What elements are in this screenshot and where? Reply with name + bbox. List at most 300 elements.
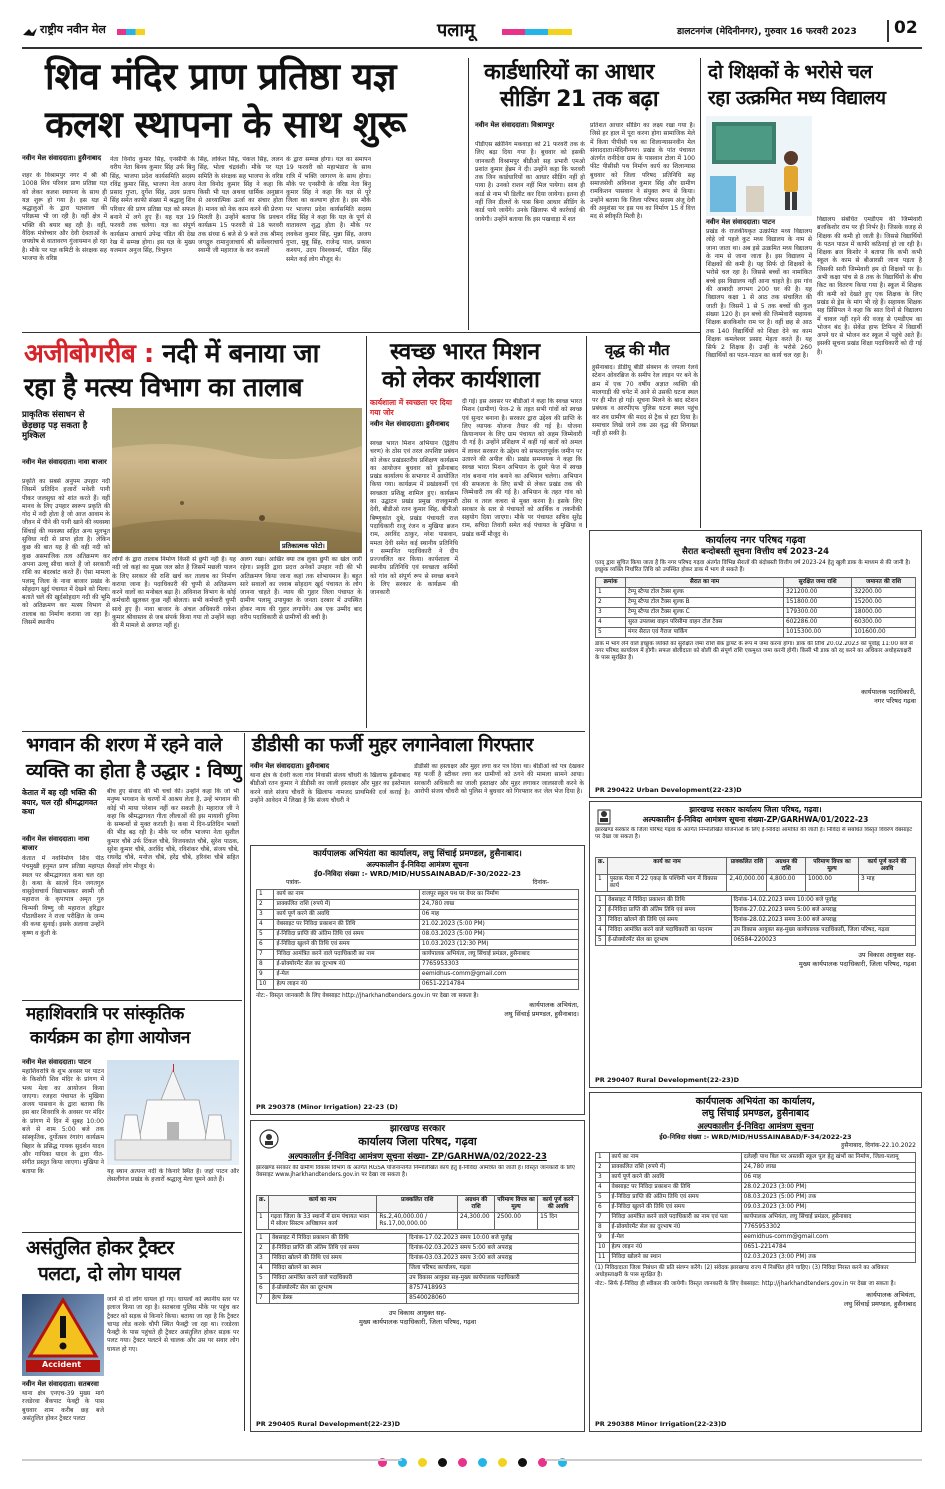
teacher-illustration — [706, 116, 812, 216]
table-cell: वेबसाइट पर निविदा प्रकाशन की तिथि — [609, 1183, 741, 1193]
table-cell: राजपुर स्कूल पथ पर वेयर का निर्माण — [419, 890, 578, 900]
shiv-col-4: के द्वारा सम्पन्न होगा। यज्ञ का समापन 19 फरवरी को महाभंडारा के साथ रात्रि में भक्ति जागरण के साथ होगा। मौके पर एनसीपी के वरिष्ठ नेता बिनु कुमार सिंह ने कहा कि यज्ञ से पूरे जिला का कल्याण होता है। इस मौके पर भाजपा प्रदेश कार्यसमिति सदस्य रविंद्र सिंह ने कहा कि यज्ञ के पूर्ण से वातावरण शुद्ध होता है। मौके पर लवकेश कुमार सिंह, मुन्ना सिंह, अजय गुप्ता, मुन्नू सिंह, राजेन्द्र पाल, प्रकाश कश्यप, उदय विश्वकर्मा, पंडित सिंह समेत कई लोग मौजूद थे। — [286, 156, 371, 263]
table-row — [257, 1244, 579, 1254]
ad-zp-1-th: परिमाण विपत्र का मूल्य — [805, 858, 858, 875]
table-cell: प्राक्कलित राशि (रुपये में) — [609, 1163, 741, 1173]
table-cell: 06584-220023 — [731, 936, 916, 946]
table-cell: 4 — [257, 1264, 270, 1274]
table-cell: ई-प्रोक्योरमेंट सेल का दूरभाष — [605, 936, 731, 946]
table-cell: 8540028060 — [407, 1294, 579, 1304]
ad-garhwa-th: क्रमांक — [596, 578, 626, 588]
table-cell: उप विकास आयुक्त सह-मुख्य कार्यपालक पदाधिकारी — [407, 1274, 579, 1284]
table-row — [257, 1284, 579, 1294]
table-cell: हेल्प डेस्क — [269, 1294, 406, 1304]
dc-headline: डीडीसी का फर्जी मुहर लगानेवाला गिरफ्तार — [252, 734, 533, 756]
table-row — [257, 960, 579, 970]
table-cell: ई-मेल — [609, 1233, 741, 1243]
table-cell: 5 — [257, 1274, 270, 1284]
table-cell: 3 — [596, 608, 626, 618]
table-cell: वेबसाइट में निविदा प्रकाशन की तिथि — [605, 896, 731, 906]
table-row — [257, 980, 579, 990]
table-row — [596, 598, 916, 608]
table-cell: गढ़वा जिला के 33 स्थानों में ग्राम पंचायत भवन में सोलर सिस्टम अधिष्ठापन कार्य — [268, 1213, 377, 1230]
teachers-col-1: प्रखंड के राजकीयकृत उत्क्रमित मध्य विद्यालय लोहे जो पहले कुट मध्य विद्यालय के नाम से जाना जाता था। अब इसे उत्क्रमित मध्य विद्यालय के नाम से जाना जाता है। इस विद्यालय में शिक्षकों की कमी है। यह सिर्फ दो शिक्षकों के भरोसे चल रहा है। जिससे बच्चों का नामांकित बच्चे इस विद्यालय नहीं आना चाहते है। इस गांव की आबादी लगभग 200 घर की है। यह विद्यालय कक्षा 1 से आठ तक संचालित की जाती है। जिसमें 1 से 5 तक बच्चों की कुल संख्या 120 है। इन बच्चे की जिम्मेवारी सहायक शिक्षक ब्रजकिशोर राम पर है। वहीं छह से आठ तक 140 विद्यार्थियों को शिक्षा देने का काम शिक्षक कमलेश्वर प्रसाद मेहता करते हैं। यह सिर्फ 2 शिक्षक हैं। उन्हीं के भरोसे 260 विद्यार्थियों का पठन-पाठन का कार्य चल रहा है। — [706, 228, 812, 360]
divider-h2 — [22, 731, 585, 732]
ad-zp-2-th: क्र. — [257, 1196, 269, 1213]
table-cell: दिनांक-03.03.2023 समय 3:00 बजे अपराह्न — [407, 1254, 579, 1264]
ad-zp-2-table — [256, 1195, 579, 1230]
table-cell: कार्यपालक अभियंता, लघु सिंचाई प्रमंडल, हुसैनाबाद — [419, 950, 578, 960]
divider-v4 — [586, 336, 587, 528]
masthead — [22, 18, 922, 50]
table-cell: 7765953302 — [741, 1223, 915, 1233]
table-cell: 32200.00 — [852, 588, 916, 598]
swachh-col-2: दी गई। इस अवसर पर बीडीओ ने कहा कि स्वच्छ भारत मिशन (ग्रामीण) फेज-2 के तहत सभी गांवों को स्वच्छ एवं सुन्दर बनाना है। सरकार द्वारा उद्देश्य की प्राप्ति के लिए व्यापक योजना तैयार की गई है। योजना क्रियान्वयन के लिए ग्राम पंचायत को अहम जिम्मेवारी दी गई है। उन्होंने प्रशिक्षण में कहीं गई बातों को अमल में लाकर सरकार के उद्देश्य को सफलतापूर्वक जमीन पर उतारने की अपील की। प्रखंड समन्वयक ने कहा कि स्वच्छ भारत मिशन अभियान के दूसरे फेज में स्वच्छ गांव बनाना गांव बनाने का अभियान चलेगा। अभियान की सफलता के लिए सभी से लेकर प्रखंड तक की जिम्मेवारी तय की गई है। अभियान के तहत गांव को ठोस व तरल कचरा से मुक्त करना है। इसके लिए सरकार के स्तर से पंचायतों को आर्थिक व तकनीकी सहयोग दिया जाएगा। मौके पर पंचायत सचिव सुरेंद्र राम, सचिदा तिवारी समेत कई पंचायत के मुखिया व प्रखंड कर्मी मौजूद थे। — [462, 398, 582, 538]
table-cell: 0651-2214784 — [741, 1243, 915, 1253]
table-cell: 1 — [257, 1234, 270, 1244]
table-row — [596, 618, 916, 628]
color-dot — [518, 1458, 527, 1467]
table-cell: 4,800.00 — [767, 875, 805, 892]
table-cell: कार्य का नाम — [609, 1153, 741, 1163]
table-cell: 15 दिन — [538, 1213, 579, 1230]
table-row — [596, 1243, 916, 1253]
table-cell: 4 — [596, 926, 606, 936]
ad-sinchai-1-title: अल्पकालीन ई-निविदा आमंत्रण सूचना — [366, 860, 469, 869]
swachh-byline: नवीन मेल संवाददाता। हुसैनाबाद — [370, 420, 450, 428]
divider-h1 — [22, 332, 700, 333]
ad-zp-1-th: प्राक्कलित राशि — [727, 858, 767, 875]
table-cell: 101600.00 — [852, 628, 916, 638]
ad-sinchai-1-sign1: कार्यपालक अभियंता, — [529, 1001, 579, 1009]
bottom-bar — [545, 1459, 922, 1461]
page-number: 02 — [894, 18, 918, 38]
ad-sinchai-2-pr: PR 290388 Minor Irrigation(22-23)D — [595, 1420, 727, 1428]
ad-zp-2-govt: झारखण्ड सरकार — [389, 1124, 446, 1134]
tractor-headline-2: पलटा, दो लोग घायल — [38, 1263, 181, 1285]
ad-zp-2-sign1: उप विकास आयुक्त सह- — [388, 1309, 447, 1317]
fish-col-2: लोगों के द्वारा तालाब निर्माण किसी से छुपी नहीं है। यह नदी जो कहां का मुख्य जल स्रोत है जिसमें मछली पालन के लिए सरकार की राशि खर्च कर तालाब का निर्माण कराया जाना है। पदाधिकारी की चुप्पी से अतिक्रमण करने वालों का मनोबल बढ़ा है। अविनाश विभाग के कोई कर्मचारी खुलकर कुछ नहीं बोलता। सभी कर्मचारी चुप्पी साधे हुए हैं। नावा बाजार के अंचल अधिकारी राकेश कुमार श्रीवास्तव से जब संपर्क किया गया तो उन्होंने कहा की मैं मामले से अवगत नहीं हूं। — [112, 556, 236, 630]
table-cell: दिनांक-27.02.2023 समय 5:00 बजे अपराह्न — [731, 906, 916, 916]
ad-sinchai-1-note: नोट:- विस्तृत जानकारी के लिए वेबसाइट http://jharkhandtenders.gov.in पर देखा जा सकता है। — [256, 993, 479, 999]
ad-zp-2-title: अल्पकालीन ई-निविदा आमंत्रण सूचना संख्या- ZP/GARHWA/02/2022-23 — [288, 1152, 547, 1162]
table-cell: कार्य पूर्ण करने की अवधि — [274, 910, 419, 920]
table-row — [596, 926, 916, 936]
ad-sinchai-2-extra: (1) निविदादाता जिला निबंधन की प्रति संलग्न करेंगे। (2) संवेदक झारखण्ड राज्य में निबंधित होने चाहिए। (3) निविदा निरस्त करने का अधिकार अधोहस्ताक्षरी के पास सुरक्षित है। — [595, 1265, 889, 1278]
table-cell: दिनांक-28.02.2023 समय 3:00 बजे अपराह्न — [731, 916, 916, 926]
page-number-divider — [887, 20, 889, 42]
bhagwan-col-2: बीच हुए संवाद की भी चर्चा की। उन्होंने कहा कि जो भी मनुष्य भगवान के चरणों में आश्रय लेता है, उन्हें भगवान की कोई भी माया परेशान नहीं कर सकती है। महाराज जी ने कहा कि श्रीमद्भागवत गीता लीलाओं की इस मायावी दुनिया के सम्बन्धों से मुक्त कराती है। कथा में दिन-प्रतिदिन भक्तों की भीड़ बढ़ रही है। मौके पर वरीय भाजपा नेता सुशील कुमार चौबे उर्फ टिंकल चौबे, विजयकांत चौबे, सुरेश पाठक, सुरेश कुमार चौबे, अरविंद चौबे, रविशंकर चौबे, संजय चौबे, राघवेंद्र चौबे, मनोज चौबे, हरेंद्र चौबे, हरिवंश चौबे सहित सैकड़ों लोग मौजूद थे। — [107, 788, 239, 870]
ad-zp-1-sign1: उप विकास आयुक्त सह- — [858, 951, 916, 959]
table-cell: निविदा खोलने की तिथि एवं समय — [269, 1254, 406, 1264]
table-row — [596, 1153, 916, 1163]
ad-garhwa-sign1: कार्यपालक पदाधिकारी, — [861, 688, 916, 696]
swachh-col-1: स्वच्छ भारत मिशन अभियान (द्वितीय चरण) के ठोस एवं तरल अपशिष्ट प्रबंधन को लेकर प्रखंडस्तरीय प्रशिक्षण कार्यक्रम का आयोजन बुधवार को हुसैनाबाद प्रखंड कार्यालय के सभागार में आयोजित किया गया। कार्यक्रम में प्रखंडकर्मी एवं स्वच्छता प्रशिक्षु शामिल हुए। कार्यक्रम का उद्घाटन प्रखंड प्रमुख राजकुमारी देवी, बीडीओ रतन कुमार सिंह, बीपीओ बिष्णुकांत दुबे, प्रखंड पंचायती राज पदाधिकारी राजू रंजन व मुखिया ब्रजन राम, अरविंद ठाकुर, नरेश पासवान, ममता देवी समेत कई स्थानीय प्रतिनिधि व सम्मानित पदाधिकारी ने दीप प्रज्ज्वलित कर किया। कार्यशाला में स्थानीय प्रतिनिधि एवं स्वच्छता कर्मियों को गांव को संपूर्ण रूप से स्वच्छ बनाने के लिए सरकार के कार्यक्रम की जानकारी — [370, 440, 458, 597]
table-cell: eemidhus-comm@gmail.com — [741, 1233, 915, 1243]
shiv-byline: नवीन मेल संवाददाता। हुसैनाबाद — [22, 154, 102, 162]
table-cell: 5 — [596, 1193, 610, 1203]
ad-garhwa-th: सैरात का नाम — [626, 578, 784, 588]
teachers-byline: नवीन मेल संवाददाता। पाटन — [706, 218, 775, 226]
table-cell: 3 — [257, 1254, 270, 1264]
table-row — [596, 896, 916, 906]
table-cell: निविदा आमंत्रित करने वाले पदाधिकारी का नाम एवं पता — [609, 1213, 741, 1223]
ad-garhwa-intro: एतद् द्वारा सूचित किया जाता है कि नगर परिषद गढ़वा अंतर्गत विभिन्न सैरातों की बंदोबस्ती वित्तीय वर्ष 2023-24 हेतु खुली डाक के माध्यम से की जानी है। इच्छुक व्यक्ति निर्धारित तिथि को उपस्थित होकर डाक में भाग ले सकते हैं। — [595, 560, 911, 573]
ad-garhwa — [589, 530, 922, 798]
table-cell: ई-निविदा प्राप्ति की अंतिम तिथि एवं समय — [605, 906, 731, 916]
table-cell: 11 — [596, 1253, 610, 1263]
divider-h4 — [22, 1232, 242, 1233]
table-row — [596, 936, 916, 946]
aadhaar-headline-2: सीडिंग 21 तक बढ़ा — [500, 87, 659, 112]
table-cell: 15200.00 — [852, 598, 916, 608]
tractor-col-2: जाने से दो लोग घायल हो गए। घायलों को स्थानीय स्तर पर इलाज किया जा रहा है। सतबरवा पुलिस मौके पर पहुंच कर ट्रैक्टर को सड़क से किनारे किया। बताया जा रहा है कि ट्रैक्टर चापड़ लोड करके चौपी स्थित फैक्ट्री जा रहा था। रजडेरवा फैक्ट्री के पास पहुंचते ही ट्रैक्टर असंतुलित होकर सड़क पर पलट गया। ट्रैक्टर पलटने से चालक और उस पर सवार लोग घायल हो गए। — [107, 1296, 239, 1353]
divider-v2 — [700, 58, 701, 528]
fish-byline: नवीन मेल संवाददाता। नावा बाजार — [22, 458, 107, 466]
ad-sinchai-2-office1: कार्यपालक अभियंता का कार्यालय, — [695, 1096, 816, 1107]
table-cell: 08.03.2023 (5:00 PM) तक — [741, 1193, 915, 1203]
tractor-col-1: थाना क्षेत्र एनएच-39 मुख्य मार्ग रजडेरवा बैंकपाट फेक्ट्री के पास बुधवार शाम करीब छह बजे असंतुलित होकर ट्रैक्टर पलटा — [22, 1390, 104, 1422]
table-row — [257, 1274, 579, 1284]
table-cell: 151800.00 — [784, 598, 852, 608]
table-cell: 2,40,000.00 — [727, 875, 767, 892]
table-row — [257, 970, 579, 980]
ad-sinchai-1-sign2: लघु सिंचाई प्रमण्डल, हुसैनाबाद। — [504, 1010, 579, 1018]
color-bar-left — [117, 29, 145, 35]
masthead-rule — [22, 47, 922, 49]
fish-col-3: अलग रखा। आखिर क्या तब लुका छुपी का खेल जारी रहेगा। प्रकृति द्वारा प्रदत्त अनेकों उपहार नदी की भी अतिक्रमण किया जाना कहां तक शोभायमान है। बहुत सारे सवालों का जवाब सोहदाग खुर्द पंचायत के लोग जानना चाहते हैं। न्याय की गुहार जिला पंचायत के ग्रामीण पलामू उपायुक्त के जनता दरबार में उपस्थित होकर न्याय की गुहार लगायेंगे। अब एक उम्मीद बाद वरीय पदाधिकारी से ग्रामीणों की बची है। — [240, 556, 362, 622]
bhagwan-headline-1: भगवान की शरण में रहने वाले — [26, 734, 222, 756]
table-row — [257, 900, 579, 910]
table-row — [596, 588, 916, 598]
table-cell: 1 — [596, 1153, 610, 1163]
old-col: हुसैनाबाद। डीडीयू बीडी सेक्शन के जपला रेलवे स्टेशन ओवरब्रिज के समीप रेल लाइन पर बने के क्रम में एक 70 वर्षीय अज्ञात व्यक्ति की मालगाड़ी की चपेट में आने से उसकी घटना स्थल पर ही मौत हो गई। सूचना मिलने के बाद स्टेशन प्रबंधक व आरपीएफ पुलिस घटना स्थल पहुंच कर शव ग्रामीण की मदद से ट्रैक से हटा दिया है। समाचार लिखे जाने तक उस वृद्ध की शिनाख्त नहीं हो सकी है। — [592, 364, 698, 438]
table-cell: मंगर सैरात एवं गैराज पार्किंग — [626, 628, 784, 638]
table-cell: 3 — [257, 910, 274, 920]
table-row — [257, 1254, 579, 1264]
table-cell: वेबसाइट में निविदा प्रकाशन की तिथि — [269, 1234, 406, 1244]
teachers-headline-1: दो शिक्षकों के भरोसे चल — [708, 61, 872, 83]
table-cell: 09.03.2023 (3:00 PM) — [741, 1203, 915, 1213]
dc-col-2: डीडीसी का हस्ताक्षर और मुहर लगा कर पत्र दिया था। बीडीओ को पत्र देखकर यह फर्जी है स्टीकर लगा कर ग्रामीणों को ठगने की मामला सामने आया। सरकारी अधिकारी का जाली हस्ताक्षर और मुहर लगाकर जालसाजी करने के आरोपी संजय चौधरी को पुलिस ने बुधवार को गिरफ्तार कर जेल भेज दिया है। — [414, 763, 584, 795]
table-cell: टेम्पू स्टैण्ड टोल टैक्स शुल्क B — [626, 598, 784, 608]
table-cell: ई-निविदा प्राप्ति की अंतिम तिथि एवं समय — [269, 1244, 406, 1254]
table-cell: 2 — [257, 900, 274, 910]
table-cell: कार्यपालक अभियंता, लघु सिंचाई प्रमंडल, हुसैनाबाद — [741, 1213, 915, 1223]
paper-name: राष्ट्रीय नवीन मेल — [40, 23, 106, 36]
table-cell: ई-निविदा खुलने की तिथि एवं समय — [609, 1203, 741, 1213]
ad-zp-2-th: कार्य पूर्ण करने की अवधि — [538, 1196, 579, 1213]
table-cell: 21.02.2023 (5:00 PM) — [419, 920, 578, 930]
ad-garhwa-sign2: नगर परिषद गढ़वा — [874, 697, 916, 705]
bottom-bar — [22, 1459, 402, 1461]
table-cell: कार्य पूर्ण करने की अवधि — [609, 1173, 741, 1183]
ad-sinchai-1-office: कार्यपालक अभियंता का कार्यालय, लघु सिंचाई प्रमण्डल, हुसैनाबाद। — [313, 849, 522, 859]
table-row — [257, 1264, 579, 1274]
swachh-subhead: कार्यशाला में स्वच्छता पर दिया गया जोर — [370, 398, 452, 417]
emblem-icon — [595, 806, 613, 828]
table-cell: 7 — [257, 1294, 270, 1304]
color-dot — [478, 1458, 487, 1467]
ad-zp-1-table — [595, 857, 916, 892]
table-cell: निविदा आमंत्रित करने वाले पदाधिकारी — [269, 1274, 406, 1284]
ad-zp-1-title: अल्पकालीन ई-निविदा आमंत्रण सूचना संख्या-ZP/GARHWA/01/2022-23 — [642, 815, 869, 824]
bhagwan-headline-2: व्यक्ति का होता है उद्धार : विष्णु — [26, 760, 242, 782]
emblem-icon — [259, 1127, 279, 1151]
table-cell: उप विकास आयुक्त सह-मुख्य कार्यपालक पदाधिकारी, जिला परिषद, गढ़वा — [731, 926, 916, 936]
ad-garhwa-terms: डाक में भाग लेने वाले इच्छुक व्यक्ति को सुरक्षित जमा राशि बैंक ड्राफ्ट के रूप में जमा करना होगा। डाक की तिथि 20.02.2023 को पूर्वाह्न 11:00 बजे से नगर परिषद कार्यालय में होगी। सफल बोलीदाता को बोली की संपूर्ण राशि एकमुश्त जमा करनी होगी। किसी भी डाक को रद्द करने का अधिकार अधोहस्ताक्षरी के पास सुरक्षित है। — [595, 641, 913, 661]
color-dot — [458, 1458, 467, 1467]
table-cell: 06 माह — [419, 910, 578, 920]
ad-zp-1-th: अग्रधन की राशि — [767, 858, 805, 875]
color-dot — [498, 1458, 507, 1467]
bhagwan-byline: नवीन मेल संवाददाता। नावा बाजार — [22, 835, 90, 852]
table-cell: 7 — [257, 950, 274, 960]
aadhaar-col-1: पीडीएस स्क्रीनिंग मकवाड़ा को 21 फरवरी तक के लिए बढ़ा दिया गया है। बुधवार को इसकी जानकारी विश्रामपुर बीडीओ सह प्रभारी एमओ प्रशांत कुमार हेंब्रम ने दी। उन्होंने कहा कि फरवरी तक जिन कार्डधारियों का आधार सीडिंग नहीं हो पाया है। उनको राशन नहीं मिल पायेगा। साथ ही कार्ड से नाम भी डिलीट कर दिया जायेगा। इतना ही नहीं जिन डीलरों के पास बिना आधार सीडिंग के कार्ड पाये जायेंगे। उनके खिलाफ भी कार्रवाई की जायेगी। उन्होंने बताया कि इस पखवाड़ा में शत — [475, 141, 585, 223]
ad-zp-2-schedule — [256, 1233, 579, 1304]
table-cell: 1000.00 — [805, 875, 858, 892]
table-cell: 24,780 लाख — [419, 900, 578, 910]
ad-sinchai-2-table — [595, 1152, 916, 1263]
table-cell: ई-प्रोक्योरमेंट सेल का दूरभाष नं0 — [274, 960, 419, 970]
ad-zp-2-office: कार्यालय जिला परिषद, गढ़वा — [358, 1135, 477, 1148]
table-cell: 24,780 लाख — [741, 1163, 915, 1173]
table-cell: वेबसाइट पर निविदा प्रकाशन की तिथि — [274, 920, 419, 930]
table-cell: 06 माह — [741, 1173, 915, 1183]
table-row — [596, 608, 916, 618]
table-cell: 9 — [257, 970, 274, 980]
bird-logo-icon — [22, 24, 38, 36]
table-cell: दिनांक-17.02.2023 समय 10:00 बजे पूर्वाह्न — [407, 1234, 579, 1244]
table-cell: 2 — [596, 598, 626, 608]
table-cell: 5 — [596, 628, 626, 638]
table-cell: ई-प्रोक्योरमेंट सेल का दूरभाष नं0 — [609, 1223, 741, 1233]
table-cell: ई-प्रोक्योरमेंट सेल का दूरभाष — [269, 1284, 406, 1294]
table-row — [257, 1213, 579, 1230]
table-cell: 5 — [257, 930, 274, 940]
table-row — [596, 1173, 916, 1183]
table-cell: 08.03.2023 (5:00 PM) — [419, 930, 578, 940]
ad-sinchai-1-nivida: ई0-निविदा संख्या :- WRD/MID/HUSSAINABAD/F-30/2022-23 — [314, 870, 521, 878]
divider-v3 — [366, 336, 367, 728]
divider-v1 — [468, 58, 469, 330]
table-cell: पुस्तक मेला में 22 एकड़ के पश्चिमी भाग में विकास कार्य — [607, 875, 727, 892]
color-dot — [418, 1458, 427, 1467]
divider-h3 — [22, 1000, 242, 1001]
ad-sinchai-2-title: अल्पकालीन ई-निविदा आमंत्रण सूचना — [697, 1122, 814, 1132]
ad-sinchai-1 — [250, 845, 585, 1115]
swachh-headline-1: स्वच्छ भारत मिशन — [390, 339, 540, 365]
aadhaar-byline: नवीन मेल संवाददाता। विश्रामपुर — [475, 121, 554, 129]
table-cell: 1 — [257, 890, 274, 900]
fish-label: अजीबोगरीब : — [24, 339, 154, 369]
table-cell: 9 — [596, 1233, 610, 1243]
teachers-headline-2: रहा उत्क्रमित मध्य विद्यालय — [708, 87, 886, 109]
table-cell: 0651-2214784 — [419, 980, 578, 990]
ad-zp-1-schedule — [595, 895, 916, 946]
aadhaar-headline-1: कार्डधारियों का आधार — [484, 60, 654, 85]
ad-zp-1-sign2: मुख्य कार्यपालक पदाधिकारी, जिला परिषद, गढ़वा — [798, 960, 916, 968]
table-cell: 1 — [596, 588, 626, 598]
table-row — [596, 1213, 916, 1223]
table-row — [257, 920, 579, 930]
table-cell: 179300.00 — [784, 608, 852, 618]
divider-v5 — [244, 733, 245, 1431]
table-cell: 10 — [257, 980, 274, 990]
dc-col-1: थाना क्षेत्र के देवरी कला गांव निवासी संजय चौधरी के खिलाफ हुसैनाबाद बीडीओ रतन कुमार ने डीडीसी का जाली हस्ताक्षर और मुहर का इस्तेमाल करने वाले संजय चौधरी के खिलाफ नामजद प्राथमिकी दर्ज कराई है। उन्होंने आवेदन में लिखा है कि संजय चौधरी ने — [250, 772, 410, 804]
table-cell: प्राक्कलित राशि (रुपये में) — [274, 900, 419, 910]
ad-zp-1-th: कार्य का नाम — [607, 858, 727, 875]
ad-zp-2-sign2: मुख्य कार्यपालक पदाधिकारी, जिला परिषद, गढ़वा — [358, 1318, 477, 1326]
ad-sinchai-1-table — [256, 889, 579, 990]
table-cell: 6 — [596, 1203, 610, 1213]
table-cell: निविदा खोलने का स्थान — [609, 1253, 741, 1263]
ad-zp-2 — [250, 1120, 585, 1432]
table-cell: 4 — [257, 920, 274, 930]
ad-sinchai-2-office2: लघु सिंचाई प्रमण्डल, हुसैनाबाद — [702, 1108, 809, 1119]
ad-sinchai-2-sign2: लघु सिंचाई प्रमण्डल, हुसैनाबाद — [843, 1300, 916, 1308]
table-row — [257, 930, 579, 940]
table-cell: 2 — [257, 1244, 270, 1254]
table-cell: 6 — [257, 940, 274, 950]
table-row — [596, 1183, 916, 1193]
fish-photo-caption: प्रतिकात्मक फोटो। — [282, 542, 325, 550]
table-row — [596, 1223, 916, 1233]
table-cell: निविदा खोलने की तिथि एवं समय — [605, 916, 731, 926]
ad-zp-2-th: अग्रधन की राशि — [458, 1196, 495, 1213]
table-cell: कार्य का नाम — [274, 890, 419, 900]
shiv-col-3: सिंह, लोकेश सिंह, पंकज सिंह, ललन सिंह, भोला चंद्रवंशी। मौके पर यज्ञ समिति के संरक्षक सह भाजपा के वरिष्ठ नेता विनोद कुमार सिंह ने कहा कि किसी भी यज्ञ अथवा धार्मिक अनुष्ठान से आध्यात्मिक ऊर्जा का संचार होता है। मानव को नेक काम करने की प्रेरणा मिलती है। उन्होंने बताया कि प्रवचन कार्यक्रम 15 फरवरी से 18 फरवरी तक संध्या 6 बजे से 9 बजे तक श्रीमद् जगद्गुरु रामानुजाचार्य श्री सर्वेश्वराचार्य स्वामी जी महाराज के कर कमलों — [198, 156, 283, 255]
table-cell: 7765953303 — [419, 960, 578, 970]
table-cell: 60300.00 — [852, 618, 916, 628]
table-cell: 6 — [257, 1284, 270, 1294]
swachh-headline-2: को लेकर कार्यशाला — [382, 367, 540, 393]
table-cell: निविदा आमंत्रित करने वाले पदाधिकारी का नाम — [274, 950, 419, 960]
table-row — [257, 1234, 579, 1244]
table-cell: 602286.00 — [784, 618, 852, 628]
table-row — [257, 910, 579, 920]
table-row — [257, 1294, 579, 1304]
table-cell: 321200.00 — [784, 588, 852, 598]
table-cell: Rs.2,40,000.00 / Rs.17,00,000.00 — [377, 1213, 458, 1230]
table-cell: 8757418993 — [407, 1284, 579, 1294]
maha-byline: नवीन मेल संवाददाता। पाटन — [22, 1058, 91, 1066]
table-cell: ई-मेल — [274, 970, 419, 980]
dateline: डालटनगंज (मेदिनीनगर), गुरुवार 16 फरवरी 2023 — [677, 26, 857, 37]
table-cell: दलेल्ही पाथ बिल पर अस्तकी स्कूल पुल हेतु खंभों का निर्माण, जिला-पलामू — [741, 1153, 915, 1163]
ad-zp-1 — [589, 801, 922, 1088]
table-cell: टेम्पू स्टैण्ड टोल टैक्स शुल्क — [626, 588, 784, 598]
ad-sinchai-2-note: नोट:- सिर्फ ई-निविदा ही स्वीकार की जायेगी। विस्तृत जानकारी के लिए वेबसाइट: http://jharkhandtenders.gov.in पर देखा जा सकता है। — [595, 1281, 896, 1287]
ad-garhwa-th: जमानत की राशि — [852, 578, 916, 588]
table-cell: निविदा आमंत्रित करने वाले पदाधिकारी का पदनाम — [605, 926, 731, 936]
table-row — [596, 1253, 916, 1263]
table-row — [257, 940, 579, 950]
maha-col-1: महाशिवरात्रि के शुभ अवसर पर पाटन के किशोरी शिव मंदिर के प्रांगण में भव्य मेला का आयोजन किया जाएगा। रजहरा पंचायत के मुखिया अजय पासवान के द्वारा बताया कि इस बार शिवरात्रि के अवसर पर मंदिर के प्रांगण में दिन में सुबह 10:00 बजे से शाम 5:00 बजे तक सांस्कृतिक, दुर्गोत्सव रंगारंग कार्यक्रम बिहार के प्रसिद्ध गायक सुदर्शन यादव और गायिका यादव के द्वारा गीत-संगीत प्रस्तुत किया जाएगा। मुखिया ने बताया कि — [22, 1068, 104, 1175]
bhagwan-subhead: केतात में बह रही भक्ति की बयार, चल रही श्रीमद्भागवत कथा — [22, 788, 98, 816]
table-cell: ई-निविदा प्राप्ति की अंतिम तिथि एवं समय — [609, 1193, 741, 1203]
ad-zp-2-th: परिमाण विपत्र का मूल्य — [494, 1196, 537, 1213]
table-cell: 7 — [596, 1213, 610, 1223]
teachers-col-2: विद्यालय संबंधित एमडीएम की जिम्मेवारी ब्रजकिशोर राम पर ही निर्भर है। जिसके वजह से शिक्षक की कमी हो जाती है। जिससे विद्यार्थियों के पठन पाठन में काफी कठिनाई हो जा रही है। शिक्षक ब्रज किशोर ने बताया कि कभी कभी स्कूल के काम से बीआरसी जाना पड़ता है जिसकी सारी जिम्मेवारी हम दो शिक्षकों पर है। अभी कक्षा पांच से 8 तक के विद्यार्थियों के बीच किट का वितरण किया गया है। स्कूल में शिक्षक की कमी को देखते हुए एक शिक्षक के लिए प्रखंड से ड्रेस के मांग भी रहे हैं। सहायक शिक्षक सह प्रिंसिपल ने कहा कि सात दिनों से विद्यालय में चावल नहीं रहने की वजह से एमडीएम का भोजन बंद है। सेकेंड हाफ टिफिन में विद्यार्थी अपने घर से भोजन कर स्कूल में पहुंचे आते हैं। इसकी सूचना प्रखंड शिक्षा पदाधिकारी को दी गई है। — [817, 216, 922, 356]
accident-photo — [22, 1294, 104, 1376]
ad-sinchai-2 — [589, 1092, 922, 1432]
ad-zp-1-intro: झारखण्ड सरकार के जिला परिषद गढ़वा के अंतर्गत निम्नलिखित योजनाओं के लिए ई-निविदा आमंत्रित की जाती है। निविदा से संबंधित विस्तृत विवरण वेबसाइट पर देखा जा सकता है। — [595, 827, 913, 840]
old-headline: वृद्ध की मौत — [605, 341, 670, 359]
tractor-byline: नवीन मेल संवाददाता। सतबरवा — [22, 1380, 99, 1388]
table-cell: 5 — [596, 936, 606, 946]
ad-sinchai-2-sign1: कार्यपालक अभियंता, — [866, 1291, 916, 1299]
table-row — [596, 1163, 916, 1173]
ad-zp-2-intro: झारखण्ड सरकार की ग्रामीण विकास विभाग के अंतर्गत RGSA योजनान्तर्गत निम्नलिखित कार्य हेतु ई-निविदा आमंत्रित की जाती है। विस्तृत जानकारी के लिए वेबसाइट www.jharkhandtenders.gov.in पर देखा जा सकता है। — [256, 1165, 575, 1178]
fish-headline-1 — [24, 338, 319, 370]
section-name: पलामू — [437, 20, 475, 41]
fish-headline-text: नदी में बनाया जा — [162, 339, 319, 369]
table-cell: 1 — [596, 875, 608, 892]
table-cell: टेम्पू स्टैण्ड टोल टैक्स शुल्क C — [626, 608, 784, 618]
fish-photo — [112, 408, 362, 553]
table-row — [596, 1203, 916, 1213]
shiv-headline-1: शिव मंदिर प्राण प्रतिष्ठा यज्ञ — [45, 55, 396, 98]
accident-label: Accident — [42, 1360, 82, 1369]
table-cell: हेल्प लाइन नं0 — [274, 980, 419, 990]
table-cell: 02.03.2023 (3:00 PM) तक — [741, 1253, 915, 1263]
ad-sinchai-1-pr: PR 290378 (Minor Irrigation) 22-23 (D) — [256, 1103, 398, 1111]
table-cell: 2 — [596, 906, 606, 916]
table-cell: eemidhus-comm@gmail.com — [419, 970, 578, 980]
ad-garhwa-th: सुरक्षित जमा राशि — [784, 578, 852, 588]
table-row — [596, 1233, 916, 1243]
table-cell: 4 — [596, 618, 626, 628]
ad-zp-1-govt: झारखण्ड सरकार कार्यालय जिला परिषद, गढ़वा। — [689, 805, 822, 814]
temple-icon — [107, 1060, 239, 1165]
table-cell: हेल्प लाइन नं0 — [609, 1243, 741, 1253]
table-cell: 10 — [596, 1243, 610, 1253]
bhagwan-col-1: केतात में नवनिर्माण शिव पीठ पंचमुखी हनुमत प्राण प्रतिष्ठा महायज्ञ स्थल पर श्रीमद्भागवत कथा चल रहा है। कथा के सातवें दिन जगतगुरु वासुदेवाचार्य विद्याभास्कर स्वामी जी महाराज के कृपापात्र अमृत गुरु चिन्मयी विष्णु जी महाराज हरिद्वार पीठाधीश्वर ने राजा परीक्षित के जन्म की कथा सुनाई। इसके अलावा उन्होंने कृष्ण व कुंती के — [22, 855, 104, 937]
table-cell: 28.02.2023 (3:00 PM) — [741, 1183, 915, 1193]
ad-zp-2-th: कार्य का नाम — [268, 1196, 377, 1213]
table-row — [257, 890, 579, 900]
ad-zp-1-th: क्र. — [596, 858, 608, 875]
table-row — [596, 875, 916, 892]
table-row — [596, 906, 916, 916]
table-row — [596, 916, 916, 926]
ad-garhwa-pr: PR 290422 Urban Development(22-23)D — [595, 786, 742, 794]
table-cell: निविदा खोलने का स्थान — [269, 1264, 406, 1274]
ad-zp-1-th: कार्य पूर्ण करने की अवधि — [858, 858, 915, 875]
table-cell: 8 — [257, 960, 274, 970]
table-row — [596, 628, 916, 638]
ad-sinchai-1-dinank: दिनांक- — [532, 879, 549, 886]
table-cell: दिनांक-02.03.2023 समय 5:00 बजे अपराह्न — [407, 1244, 579, 1254]
table-cell: 24,300.00 — [458, 1213, 495, 1230]
ad-garhwa-office: कार्यालय नगर परिषद गढ़वा — [705, 535, 806, 546]
fish-col-1: प्रकृति का सबसे अनुपम उपहार नदी जिसमें प्रतिदिन हजारों मवेशी पानी पीकर जलसुधा को शांत करते हैं। वहीं मानव के लिए उपहार स्वरूप प्रकृति की गोद में नदी होता है जो आज आवाम के जीवन में पीने की पानी खाने की व्यवस्था सिंचाई की व्यवस्था सहित अन्य मूलभूत सुविधा नदी से प्राप्त होता है। लेकिन कुछ की बात यह है की वही नदी को कुछ असमाजिक तत्व अतिक्रमण कर अपना उल्लू सीधा करते हैं जो सरकारी राशि का बंदरबांट करते हैं। ऐसा मामला पलामू जिला के नावा बाजार प्रखंड के सोहदाग खुर्द पंचायत में देखने को मिला। बताते चले की खुर्दसोहदाग नदी की भूमि को अतिक्रमण कर मत्स्य विभाग से तालाब का निर्माण कराया जा रहा है। जिसमें स्थानीय — [22, 478, 110, 627]
shiv-col-1: शहर के विश्रामपुर नगर में श्री श्री 1008 शिव परिवार प्राण प्रतिष्ठा यज्ञ को लेकर कलश स्थापना के साथ ही यज्ञ शुरू हो गया है। इस यज्ञ में श्रद्धालुओं के द्वारा यज्ञशाला की परिक्रमा भी जा रही है। वहीं क्षेत्र में भक्ति की बयार बह रही है। वहीं, वैदिक मंत्रोच्चार और देवी देवताओं के जयघोष से वातावरण गुंजायमान हो रहा है। मौके पर यज्ञ कमिटी के संरक्षक सह भाजपा के वरिष्ठ — [22, 172, 107, 262]
color-dot — [438, 1458, 447, 1467]
ad-sinchai-1-patrank: पत्रांक- — [286, 879, 302, 886]
fish-subhead: प्राकृतिक संसाधन से छेड़छाड़ पड़ सकता है मुश्किल — [22, 410, 88, 441]
table-cell: ई-निविदा खुलने की तिथि एवं समय — [274, 940, 419, 950]
ad-zp-2-pr: PR 290405 Rural Development(22-23)D — [256, 1420, 400, 1428]
table-cell: 4 — [596, 1183, 610, 1193]
ad-garhwa-title: सैरात बन्दोबस्ती सूचना वित्तीय वर्ष 2023-24 — [681, 547, 830, 557]
color-bar-right — [502, 29, 572, 35]
table-cell: ई-निविदा प्राप्ति की अंतिम तिथि एवं समय — [274, 930, 419, 940]
maha-col-2: यह स्थान अत्यन्त नदी के किनारे स्थित है। जहां पाटन और लेसलीगंज प्रखंड के हजारों श्रद्धालु मेला घूमने आते हैं। — [107, 1168, 239, 1184]
ad-zp-2-th: प्राक्कलित राशि — [377, 1196, 458, 1213]
table-cell: दिनांक-14.02.2023 समय 10:00 बजे पूर्वाह्न — [731, 896, 916, 906]
